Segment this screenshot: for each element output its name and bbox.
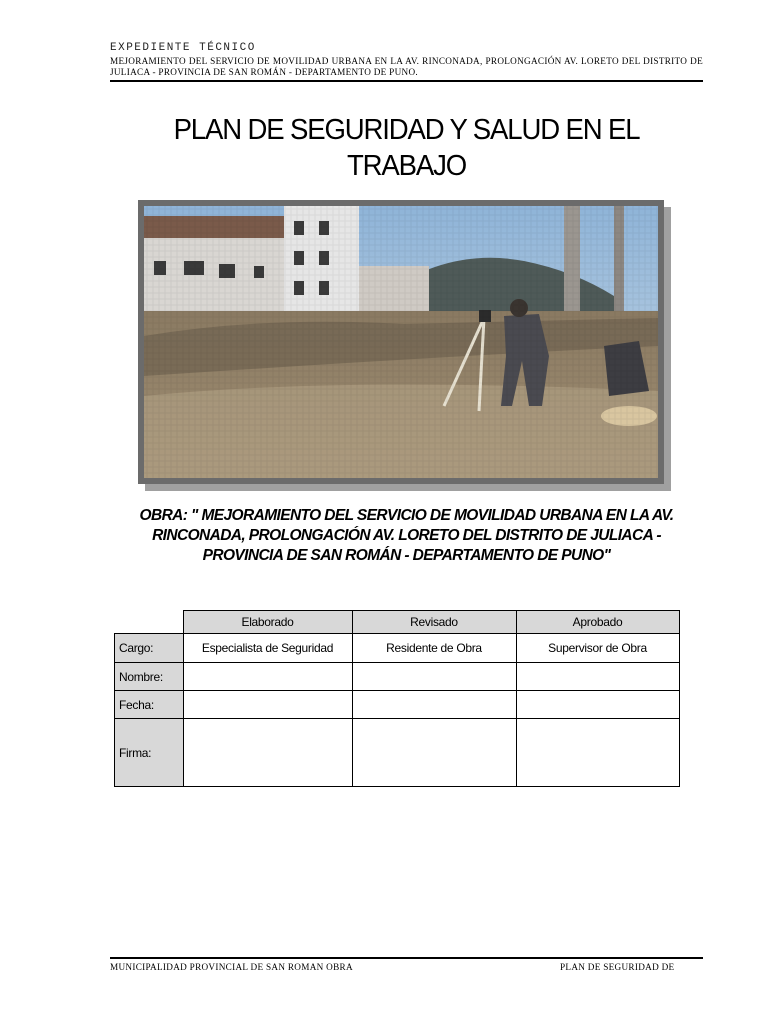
table-cell [516, 691, 679, 719]
table-row [115, 691, 680, 719]
header-project-name: MEJORAMIENTO DEL SERVICIO DE MOVILIDAD URBANA EN LA AV. RINCONADA, PROLONGACIÓN AV. LORETO DEL DISTRITO DE JULIACA - PROVINCIA DE SAN ROMÁN - DEPARTAMENTO DE PUNO. [110, 56, 703, 77]
table-cell: Residente de Obra [352, 634, 516, 663]
header-rule [110, 80, 703, 82]
page-header [110, 42, 703, 82]
row-label: Cargo: [115, 634, 184, 663]
column-header: Aprobado [516, 611, 679, 634]
table-cell [352, 691, 516, 719]
table-cell [183, 691, 352, 719]
page-footer [110, 957, 703, 986]
table-row [115, 719, 680, 787]
table-cell: Supervisor de Obra [516, 634, 679, 663]
table-cell [352, 663, 516, 691]
column-header: Elaborado [183, 611, 352, 634]
cover-photo-frame [138, 200, 664, 484]
table-corner [115, 611, 184, 634]
row-label: Nombre: [115, 663, 184, 691]
table-header-row [115, 611, 680, 634]
footer-rule [110, 957, 703, 959]
title-line-2: TRABAJO [346, 150, 467, 182]
footer-right-text: PLAN DE SEGURIDAD DE [560, 962, 675, 972]
title-line-1: PLAN DE SEGURIDAD Y SALUD EN EL [173, 114, 640, 146]
approval-table [114, 610, 680, 787]
cover-photo [144, 206, 658, 478]
table-cell [183, 663, 352, 691]
table-cell: Especialista de Seguridad [183, 634, 352, 663]
document-title [125, 112, 688, 184]
table-row [115, 663, 680, 691]
table-cell [516, 663, 679, 691]
footer-left-text: MUNICIPALIDAD PROVINCIAL DE SAN ROMAN OBRA [110, 962, 353, 972]
table-row [115, 634, 680, 663]
header-label: EXPEDIENTE TÉCNICO [110, 42, 256, 54]
project-description: OBRA: " MEJORAMIENTO DEL SERVICIO DE MOVILIDAD URBANA EN LA AV. RINCONADA, PROLONGACIÓN AV. LORETO DEL DISTRITO DE JULIACA - PROVINCIA DE SAN ROMÁN - DEPARTAMENTO DE PUNO" [139, 507, 674, 564]
table-cell [183, 719, 352, 787]
column-header: Revisado [352, 611, 516, 634]
table-cell [352, 719, 516, 787]
row-label: Fecha: [115, 691, 184, 719]
row-label: Firma: [115, 719, 184, 787]
table-cell [516, 719, 679, 787]
